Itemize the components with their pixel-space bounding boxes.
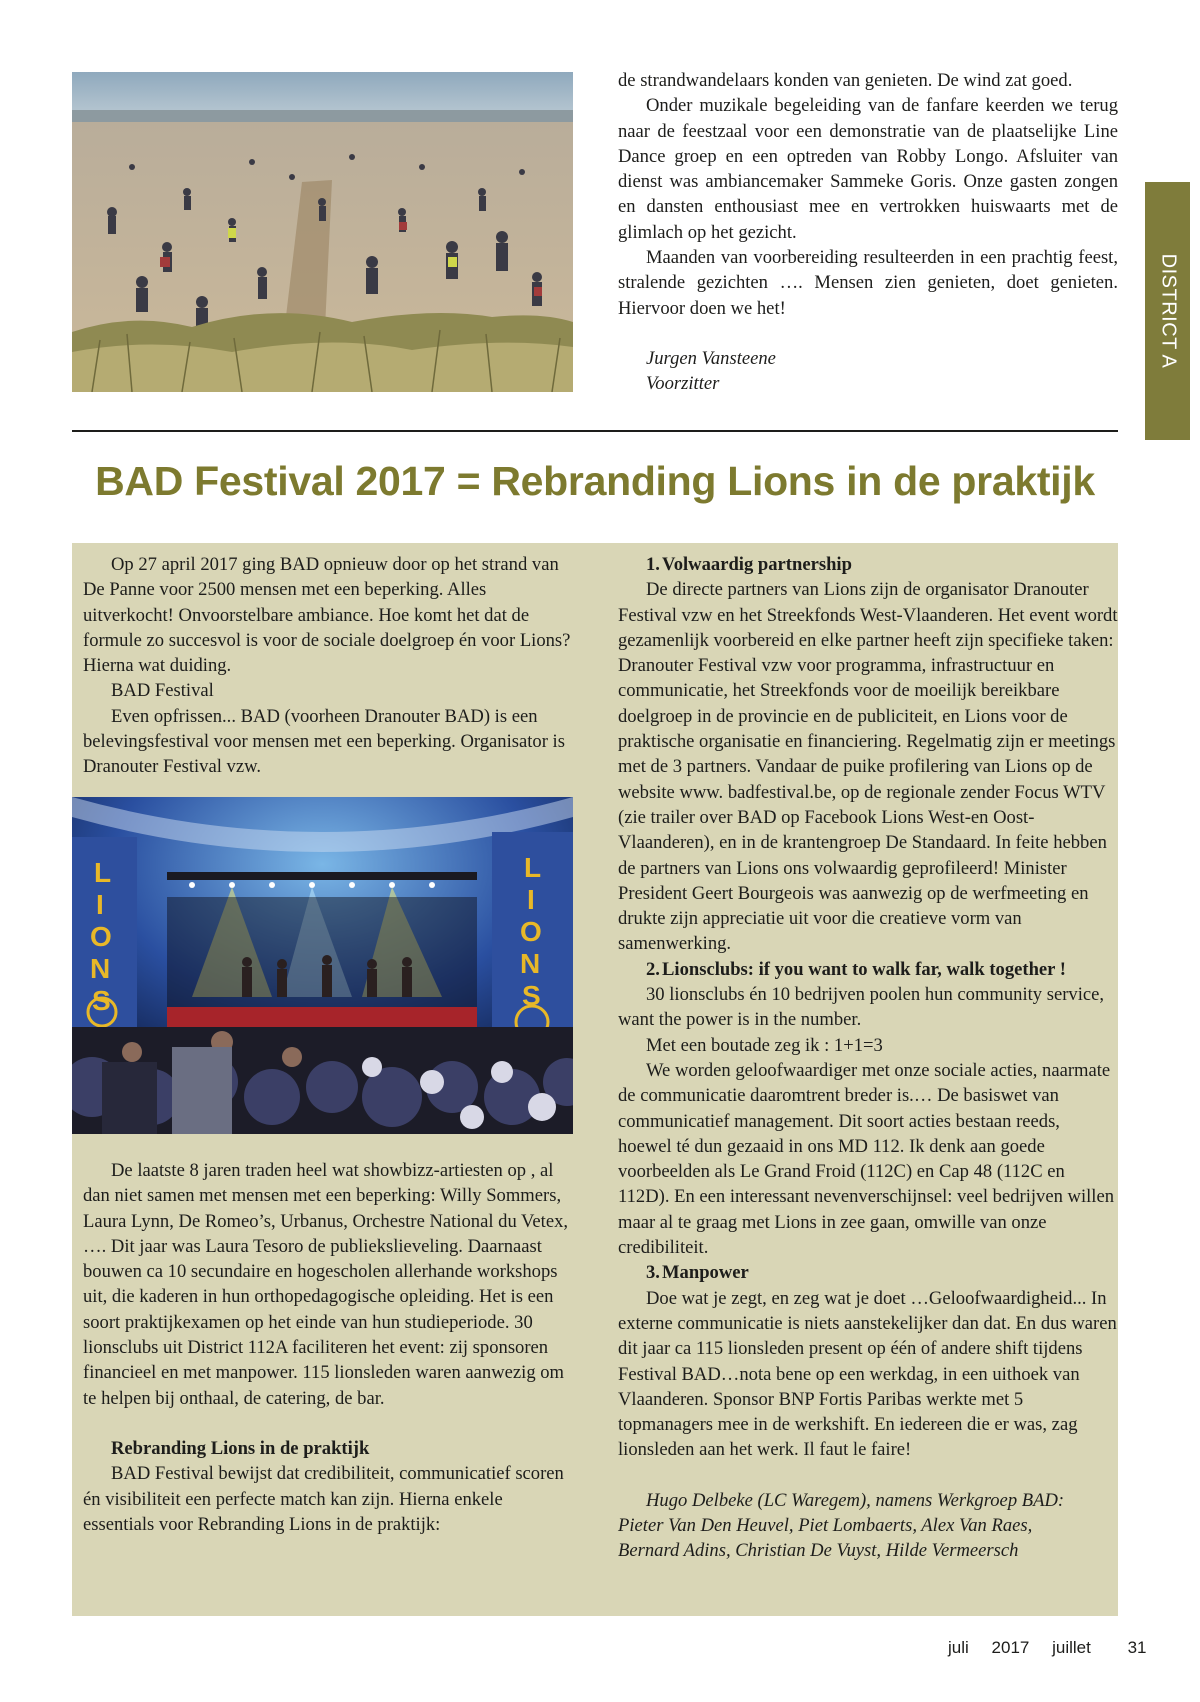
intro-paragraph: Op 27 april 2017 ging BAD opnieuw door op het strand van De Panne voor 2500 mensen met een beperking. Alles uitverkocht! Onvoorstelbare ambiance. Hoe komt het dat de formule zo succesvol is voor de sociale doelgroep én voor Lions? Hierna wat duiding. bbox=[83, 554, 571, 677]
section-number: 3. bbox=[646, 1262, 660, 1284]
beach-photo bbox=[72, 72, 573, 392]
right-column bbox=[618, 552, 1118, 1564]
paragraph-gap bbox=[83, 1411, 573, 1436]
page-number: 31 bbox=[1127, 1638, 1147, 1657]
left-column-bottom bbox=[83, 1158, 573, 1537]
footer-month-fr: juillet bbox=[1052, 1638, 1091, 1657]
body-paragraph: De laatste 8 jaren traden heel wat showbizz-artiesten op , al dan niet samen met mensen met een beperking: Willy Sommers, Laura Lynn, De Romeo’s, Urbanus, Orchestre National du Vetex, …. Dit jaar was Laura Tesoro de publiekslieveling. Daarnaast bouwen ca 10 secundaire en hogescholen allerhande workshops uit, die kaderen in hun orthopedagogische opleiding. Het is een soort praktijkexamen op het einde van hun studieperiode. 30 lionsclubs uit District 112A faciliteren het event: zij sponsoren financieel en met manpower. 115 lionsleden waren aanwezig om te helpen bij onthaal, de catering, de bar. bbox=[83, 1160, 569, 1409]
paragraph-gap bbox=[618, 1463, 1118, 1488]
credits-line: Pieter Van Den Heuvel, Piet Lombaerts, Alex Van Raes, bbox=[618, 1514, 1033, 1536]
district-side-tab bbox=[1145, 182, 1190, 440]
signature-role: Voorzitter bbox=[646, 373, 720, 395]
section-number: 1. bbox=[646, 554, 660, 575]
section-1-text: De directe partners van Lions zijn de organisator Dranouter Festival vzw en het Streekfonds West-Vlaanderen. Het event wordt gezamenlijk voorbereid en elke partner heeft zijn specifieke taken: Dranouter Festival vzw voor programma, infrastructuur en communicatie, het Streekfonds voor de moeilijk bereikbare doelgroep in de provincie en de publiciteit, en Lions voor de praktische organisatie en financiering. Regelmatig zijn er meetings met de 3 partners. Vandaar de puike profilering van Lions op de website www. badfestival.be, op de regionale zender Focus WTV (zie trailer over BAD op Facebook Lions West-en Oost-Vlaanderen), en in de krantengroep De Standaard. In feite hebben de partners van Lions ons volwaardig geprofileerd! Minister President Geert Bourgeois was aanwezig op de werfmeeting en drukte zijn appreciatie uit voor die creatieve vorm van samenwerking. bbox=[618, 579, 1118, 955]
section-3-text: Doe wat je zegt, en zeg wat je doet …Geloofwaardigheid... In externe communicatie is niets aanstekelijker dan dat. En dus waren dit jaar ca 115 lionsleden present op één of andere shift tijdens Festival BAD…nota bene op een werkdag, in een uithoek van Vlaanderen. Sponsor BNP Fortis Paribas werkte met 5 topmanagers mee in de werkshift. En iedereen die er was, zag lionsleden aan het werk. Il faut le faire! bbox=[618, 1287, 1117, 1461]
concert-banner-right-text: L I O N S bbox=[520, 852, 542, 1011]
section-title: Manpower bbox=[662, 1262, 749, 1284]
section-number: 2. bbox=[646, 958, 660, 980]
subhead-bad-festival: BAD Festival bbox=[111, 680, 214, 702]
signature-name: Jurgen Vansteene bbox=[646, 348, 776, 369]
left-column-top bbox=[83, 552, 573, 780]
top-paragraph: de strandwandelaars konden van genieten. De wind zat goed. bbox=[618, 70, 1073, 91]
credits-line: Hugo Delbeke (LC Waregem), namens Werkgroep BAD: bbox=[646, 1489, 1065, 1511]
footer-month-nl: juli bbox=[948, 1638, 969, 1657]
credits-line: Bernard Adins, Christian De Vuyst, Hilde Vermeersch bbox=[618, 1540, 1019, 1562]
section-2-text: Met een boutade zeg ik : 1+1=3 bbox=[646, 1034, 883, 1056]
concert-photo bbox=[72, 797, 573, 1134]
section-3-heading bbox=[618, 1260, 1118, 1285]
section-heading: Rebranding Lions in de praktijk bbox=[111, 1437, 370, 1459]
section-divider bbox=[72, 430, 1118, 432]
page-footer bbox=[948, 1638, 1147, 1658]
section-2-text: We worden geloofwaardiger met onze sociale acties, naarmate de communicatie daaromtrent breder is.… De basiswet van communicatief management. Dit soort acties bestaan reeds, hoewel té dun gezaaid in ons MD 112. Ik denk aan goede voorbeelden als Le Grand Froid (112C) en Cap 48 (112C en 112D). En een interessant nevenverschijnsel: veel bedrijven willen maar al te graag met Lions in zee gaan, omwille van onze credibiliteit. bbox=[618, 1059, 1115, 1259]
body-paragraph: Even opfrissen... BAD (voorheen Dranouter BAD) is een belevingsfestival voor mensen met een beperking. Organisator is Dranouter Festival vzw. bbox=[83, 705, 565, 778]
top-signature bbox=[646, 346, 776, 397]
top-paragraph: Maanden van voorbereiding resulteerden in een prachtig feest, stralende gezichten …. Mensen zien genieten, doet genieten. Hiervoor doen we het! bbox=[618, 247, 1118, 319]
section-2-text: 30 lionsclubs én 10 bedrijven poolen hun community service, want the power is in the number. bbox=[618, 984, 1105, 1031]
district-tab-label: DISTRICT A bbox=[1157, 253, 1179, 369]
top-paragraph: Onder muzikale begeleiding van de fanfare keerden we terug naar de feestzaal voor een demonstratie van de plaatselijke Line Dance groep en een optreden van Robby Longo. Afsluiter van dienst was ambiancemaker Sammeke Goris. Onze gasten zongen en dansten enthousiast mee en vertrokken huiswaarts met de glimlach op het gezicht. bbox=[618, 95, 1118, 243]
section-1-heading bbox=[618, 552, 1118, 577]
footer-year: 2017 bbox=[991, 1638, 1030, 1657]
section-title: Volwaardig partnership bbox=[662, 554, 852, 575]
concert-banner-left-text: L I O N S bbox=[90, 857, 112, 1016]
section-title: Lionsclubs: if you want to walk far, walk together ! bbox=[662, 958, 1066, 980]
body-paragraph: BAD Festival bewijst dat credibiliteit, communicatief scoren én visibiliteit een perfecte match kan zijn. Hierna enkele essentials voor Rebranding Lions in de praktijk: bbox=[83, 1463, 564, 1535]
top-article-text bbox=[618, 68, 1118, 321]
article-headline: BAD Festival 2017 = Rebranding Lions in de praktijk bbox=[95, 458, 1095, 504]
section-2-heading bbox=[618, 957, 1118, 982]
